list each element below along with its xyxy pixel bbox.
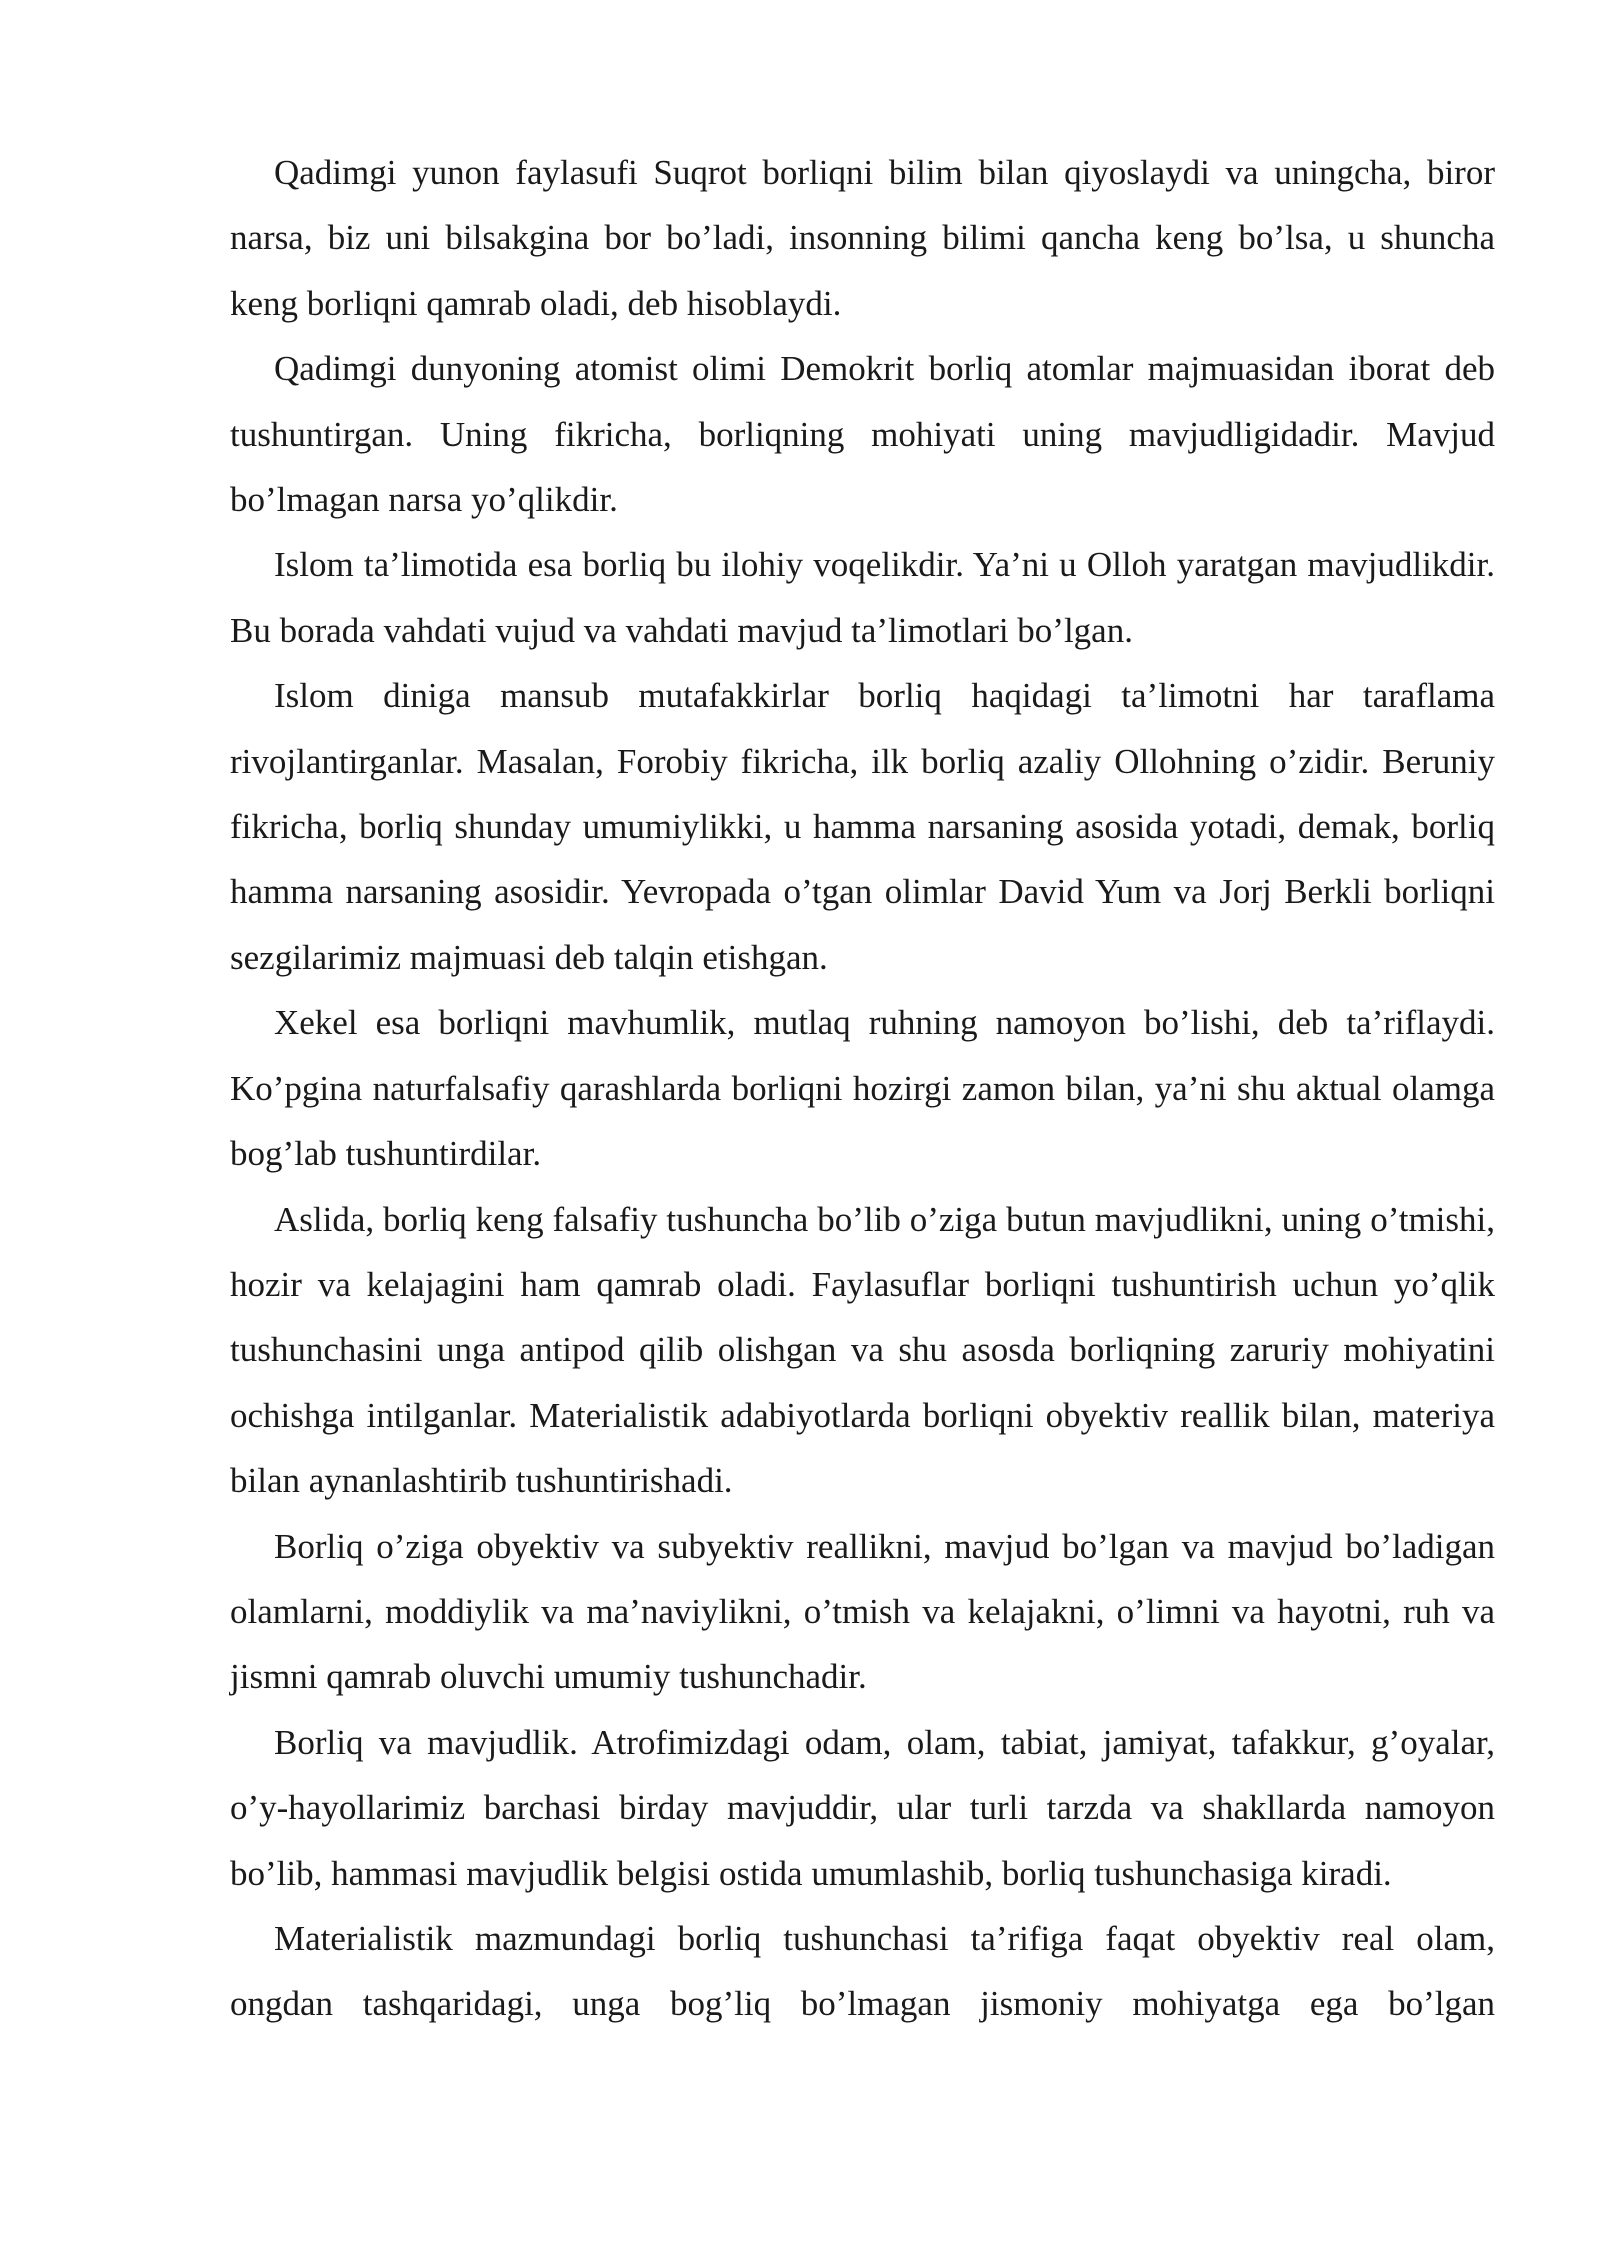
paragraph-borliq-va-mavjudlik: Borliq va mavjudlik. Atrofimizdagi odam, olam, tabiat, jamiyat, tafakkur, g’oyalar, o’y-hayollarimiz barchasi birday mavjuddir, ular turli tarzda va shakllarda namoyon bo’lib, hammasi mavjudlik belgisi ostida umumlashib, borliq tushunchasiga kiradi. xyxy=(230,1722,1495,1893)
paragraph-islom-talimoti: Islom ta’limotida esa borliq bu ilohiy voqelikdir. Ya’ni u Olloh yaratgan mavjudlikdir. Bu borada vahdati vujud va vahdati mavjud ta’limotlari bo’lgan. xyxy=(230,545,1495,650)
paragraph-demokrit: Qadimgi dunyoning atomist olimi Demokrit borliq atomlar majmuasidan iborat deb tushuntirgan. Uning fikricha, borliqning mohiyati uning mavjudligidadir. Mavjud bo’lmagan narsa yo’qlikdir. xyxy=(230,349,1495,520)
document-body xyxy=(230,140,1495,2037)
paragraph-borliq-oziga: Borliq o’ziga obyektiv va subyektiv reallikni, mavjud bo’lgan va mavjud bo’ladigan olamlarni, moddiylik va ma’naviylikni, o’tmish va kelajakni, o’limni va hayotni, ruh va jismni qamrab oluvchi umumiy tushunchadir. xyxy=(230,1526,1495,1697)
paragraph-suqrot: Qadimgi yunon faylasufi Suqrot borliqni bilim bilan qiyoslaydi va uningcha, biror narsa, biz uni bilsakgina bor bo’ladi, insonning bilimi qancha keng bo’lsa, u shuncha keng borliqni qamrab oladi, deb hisoblaydi. xyxy=(230,153,1495,323)
paragraph-xekel: Xekel esa borliqni mavhumlik, mutlaq ruhning namoyon bo’lishi, deb ta’riflaydi. Ko’pgina naturfalsafiy qarashlarda borliqni hozirgi zamon bilan, ya’ni shu aktual olamga bog’lab tushuntirdilar. xyxy=(230,1003,1495,1174)
paragraph-materialistik-mazmun: Materialistik mazmundagi borliq tushunchasi ta’rifiga faqat obyektiv real olam, ongdan tashqaridagi, unga bog’liq bo’lmagan jismoniy mohiyatga ega bo’lgan xyxy=(230,1918,1495,2024)
paragraph-islom-mutafakkirlari: Islom diniga mansub mutafakkirlar borliq haqidagi ta’limotni har taraflama rivojlantirganlar. Masalan, Forobiy fikricha, ilk borliq azaliy Ollohning o’zidir. Beruniy fikricha, borliq shunday umumiylikki, u hamma narsaning asosida yotadi, demak, borliq hamma narsaning asosidir. Yevropada o’tgan olimlar David Yum va Jorj Berkli borliqni sezgilarimiz majmuasi deb talqin etishgan. xyxy=(230,676,1495,977)
paragraph-aslida: Aslida, borliq keng falsafiy tushuncha bo’lib o’ziga butun mavjudlikni, uning o’tmishi, hozir va kelajagini ham qamrab oladi. Faylasuflar borliqni tushuntirish uchun yo’qlik tushunchasini unga antipod qilib olishgan va shu asosda borliqning zaruriy mohiyatini ochishga intilganlar. Materialistik adabiyotlarda borliqni obyektiv reallik bilan, materiya bilan aynanlashtirib tushuntirishadi. xyxy=(230,1199,1495,1501)
